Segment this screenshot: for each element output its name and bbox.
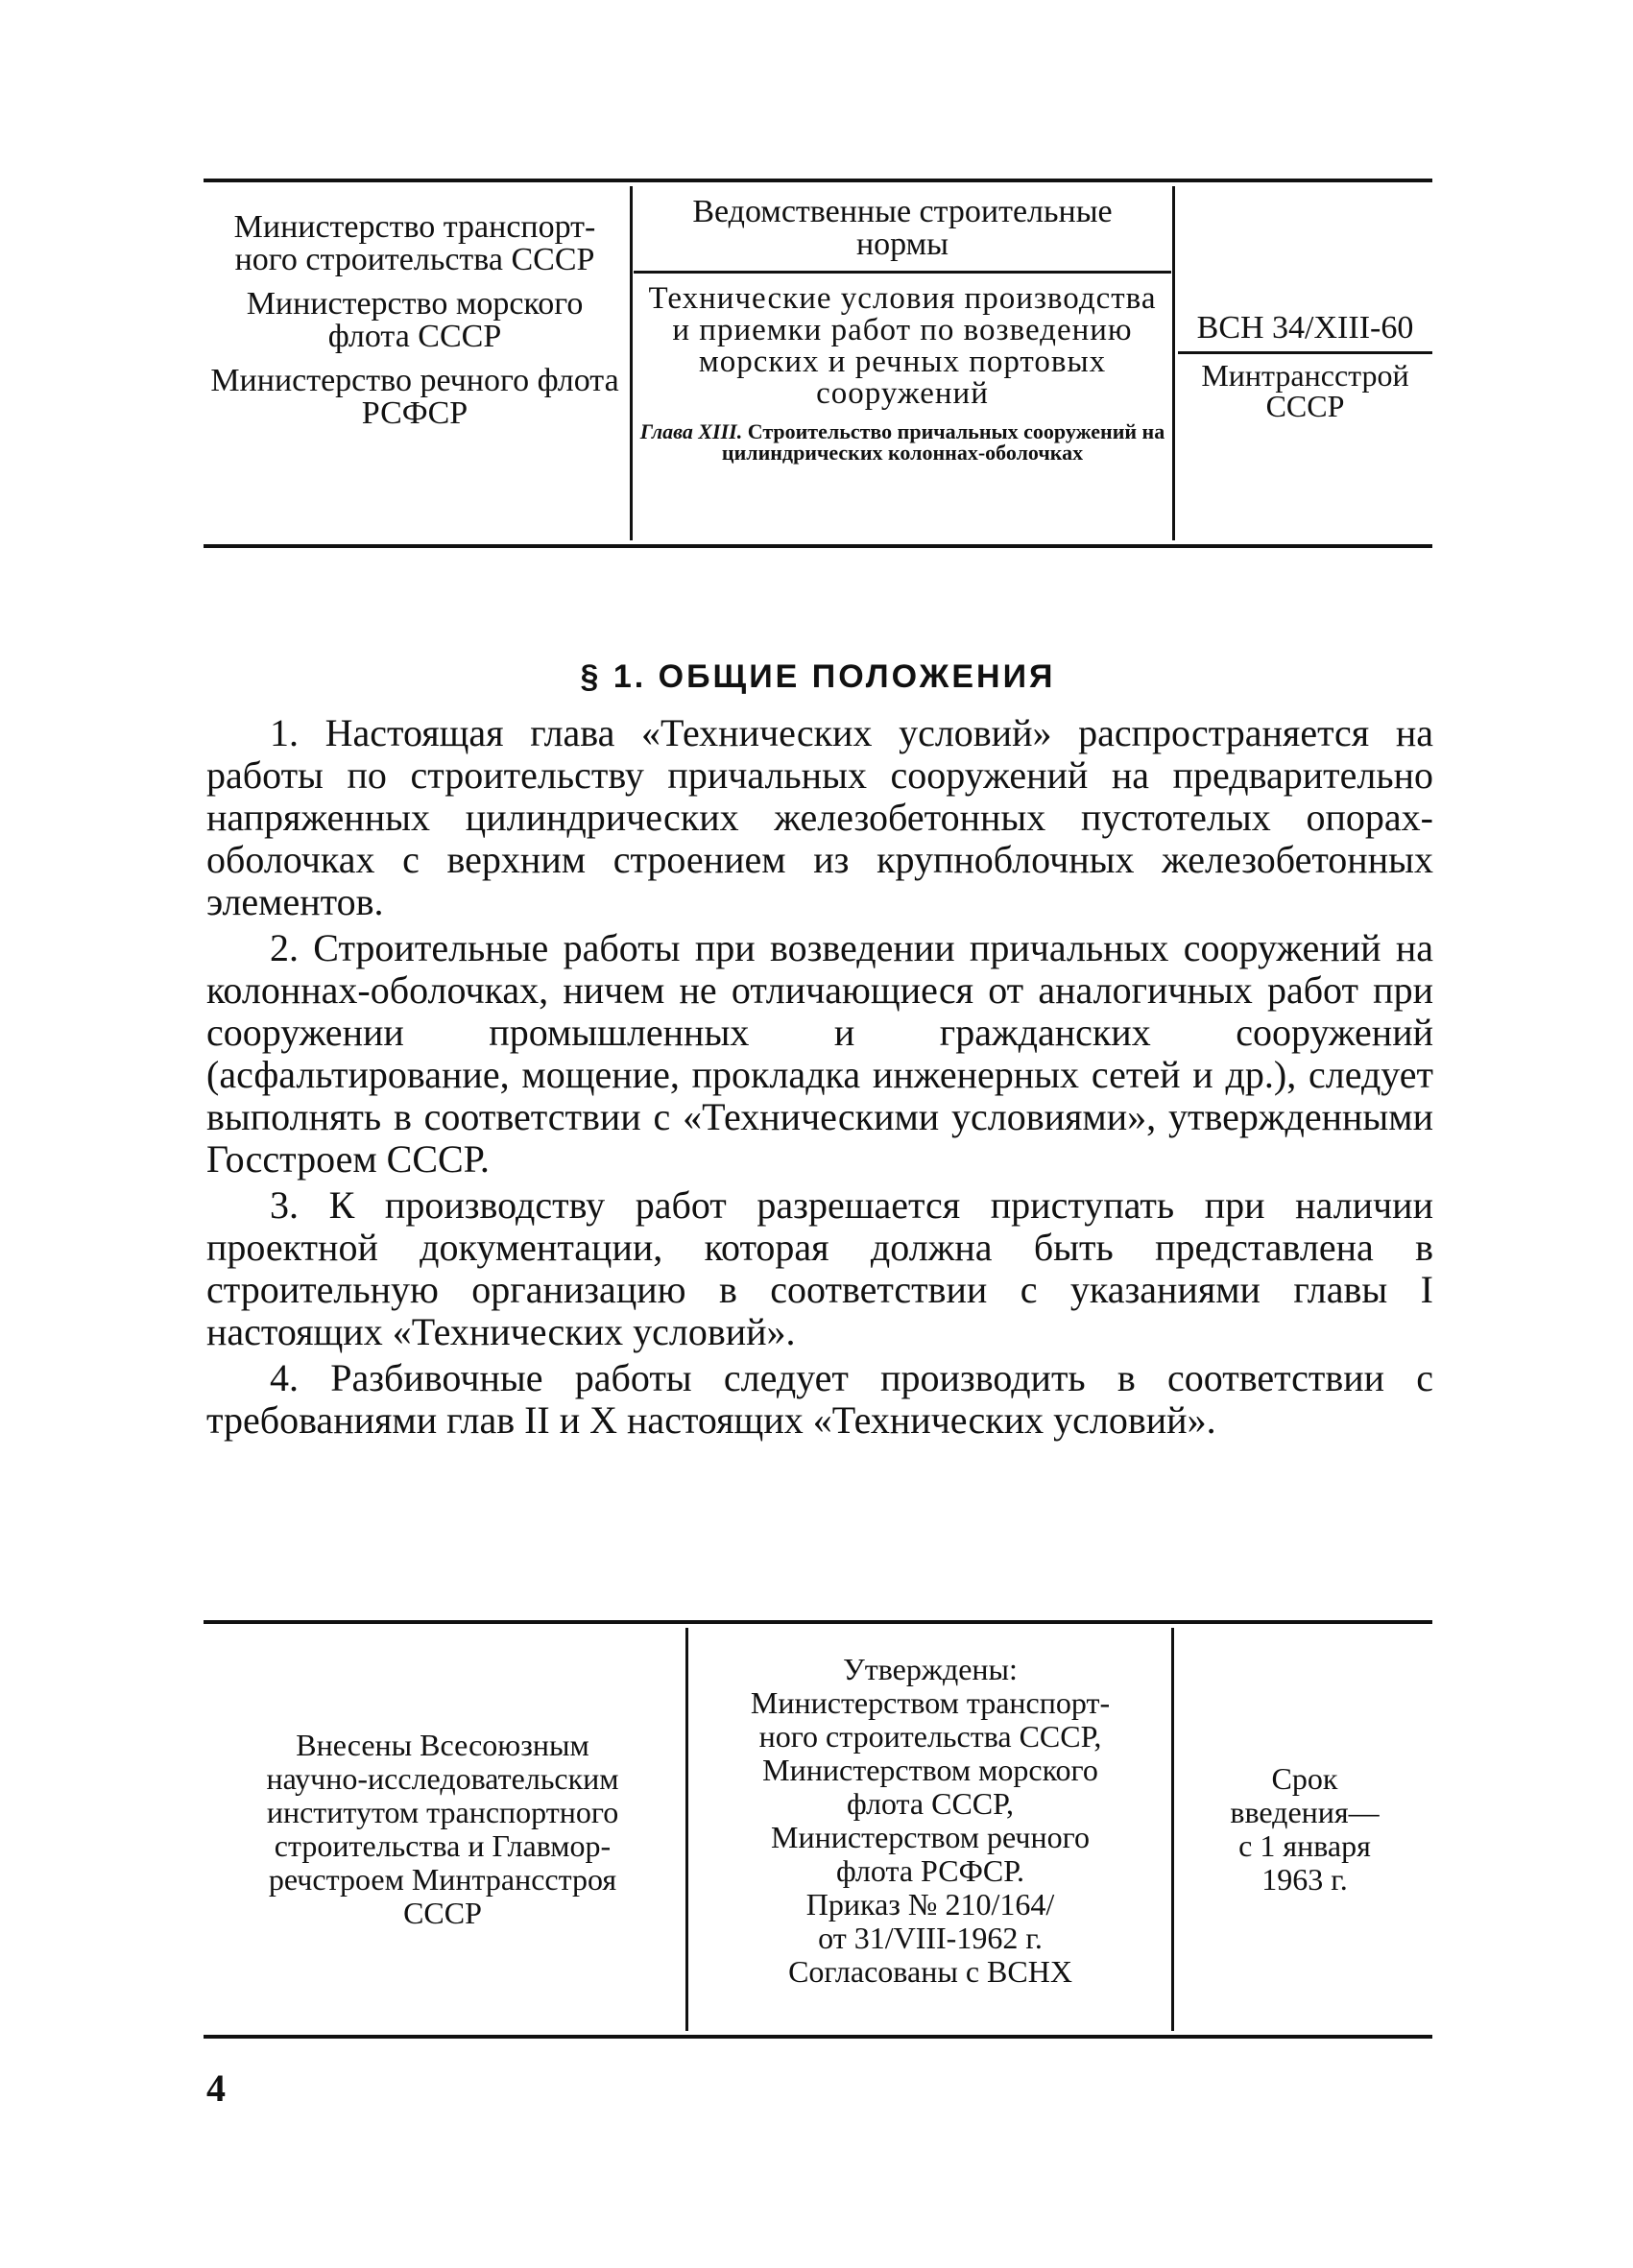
issuing-ministries [204,211,626,442]
footer-divider-1 [685,1628,688,2031]
code-divider [1178,351,1432,354]
chapter-label: Глава XIII. [639,419,743,443]
submitted-line: речстроем Минтрансстроя [268,1862,617,1897]
norms-title: Ведомственные строительные нормы [692,194,1113,262]
footer-table [204,1620,1432,2039]
document-code-block [1178,311,1432,421]
paragraph-1: 1. Настоящая глава «Технических условий» распространяется на работы по строительству причальных сооружений на предварительно напряженных цилиндрических железобетонных пустотелых опорах-оболочках с верхним строением из крупноблочных железобетонных элементов. [206,711,1433,923]
document-title-block [637,196,1167,464]
chapter-title: Строительство причальных сооружений на цилиндрических колоннах-оболочках [721,419,1165,465]
submitted-line: строительства и Главмор- [274,1828,612,1863]
effective-line: введения— [1230,1795,1380,1829]
effective-line: 1963 г. [1261,1862,1348,1897]
footer-divider-2 [1171,1628,1174,2031]
submitted-by [204,1729,682,1930]
footer-top-rule [204,1620,1432,1624]
page-number: 4 [206,2066,226,2110]
effective-line: с 1 января [1238,1828,1371,1863]
header-table [204,179,1432,548]
submitted-line: СССР [403,1896,482,1930]
approved-line: Согласованы с ВСНХ [788,1954,1072,1989]
section-heading: § 1. ОБЩИЕ ПОЛОЖЕНИЯ [580,658,1056,695]
ministry-marine-fleet: Министерство морского флота СССР [246,286,584,354]
title-divider [634,271,1171,274]
submitted-line: научно-исследовательским [266,1761,619,1796]
approved-line: флота СССР, [847,1786,1014,1821]
agency-name: Минтрансстрой СССР [1201,358,1409,423]
header-divider-2 [1172,186,1175,540]
ministry-river-fleet: Министерство речного флота РСФСР [210,363,619,431]
approved-line: от 31/VIII-1962 г. [818,1921,1043,1955]
approved-line: Министерством транспорт- [750,1685,1111,1720]
paragraph-2: 2. Строительные работы при возведении причальных сооружений на колоннах-оболочках, ничем не отличающиеся от аналогичных работ при сооружении промышленных и гражданских сооружений (асфальтирование, мощение, прокладка инженерных сетей и др.), следует выполнять в соответствии с «Техническими условиями», утвержденными Госстроем СССР. [206,926,1433,1181]
body-text [206,712,1433,1445]
approved-line: Министерством морского [762,1753,1098,1787]
submitted-line: институтом транспортного [266,1795,619,1829]
approved-line: флота РСФСР. [835,1853,1024,1888]
chapter-title-line [637,421,1167,464]
approved-line: Приказ № 210/164/ [805,1887,1055,1922]
approved-by [691,1653,1169,1989]
document-code: ВСН 34/XIII-60 [1196,310,1414,346]
paragraph-4: 4. Разбивочные работы следует производить в соответствии с требованиями глав II и X настоящих «Технических условий». [206,1356,1433,1442]
effective-line: Срок [1271,1761,1338,1796]
header-top-rule [204,179,1432,182]
spec-title: Технические условия производства и приемки работ по возведению морских и речных портовых сооружений [648,281,1157,411]
approved-line: ного строительства СССР, [758,1719,1102,1754]
header-bottom-rule [204,544,1432,548]
footer-bottom-rule [204,2035,1432,2039]
submitted-line: Внесены Всесоюзным [296,1728,589,1762]
ministry-transport-construction: Министерство транспорт-ного строительства СССР [233,209,596,277]
effective-date [1177,1762,1432,1897]
approved-line: Министерством речного [771,1820,1090,1854]
paragraph-3: 3. К производству работ разрешается приступать при наличии проектной документации, которая должна быть представлена в строительную организацию в соответствии с указаниями главы I настоящих «Технических условий». [206,1183,1433,1353]
approved-line: Утверждены: [843,1652,1018,1686]
header-divider-1 [630,186,633,540]
